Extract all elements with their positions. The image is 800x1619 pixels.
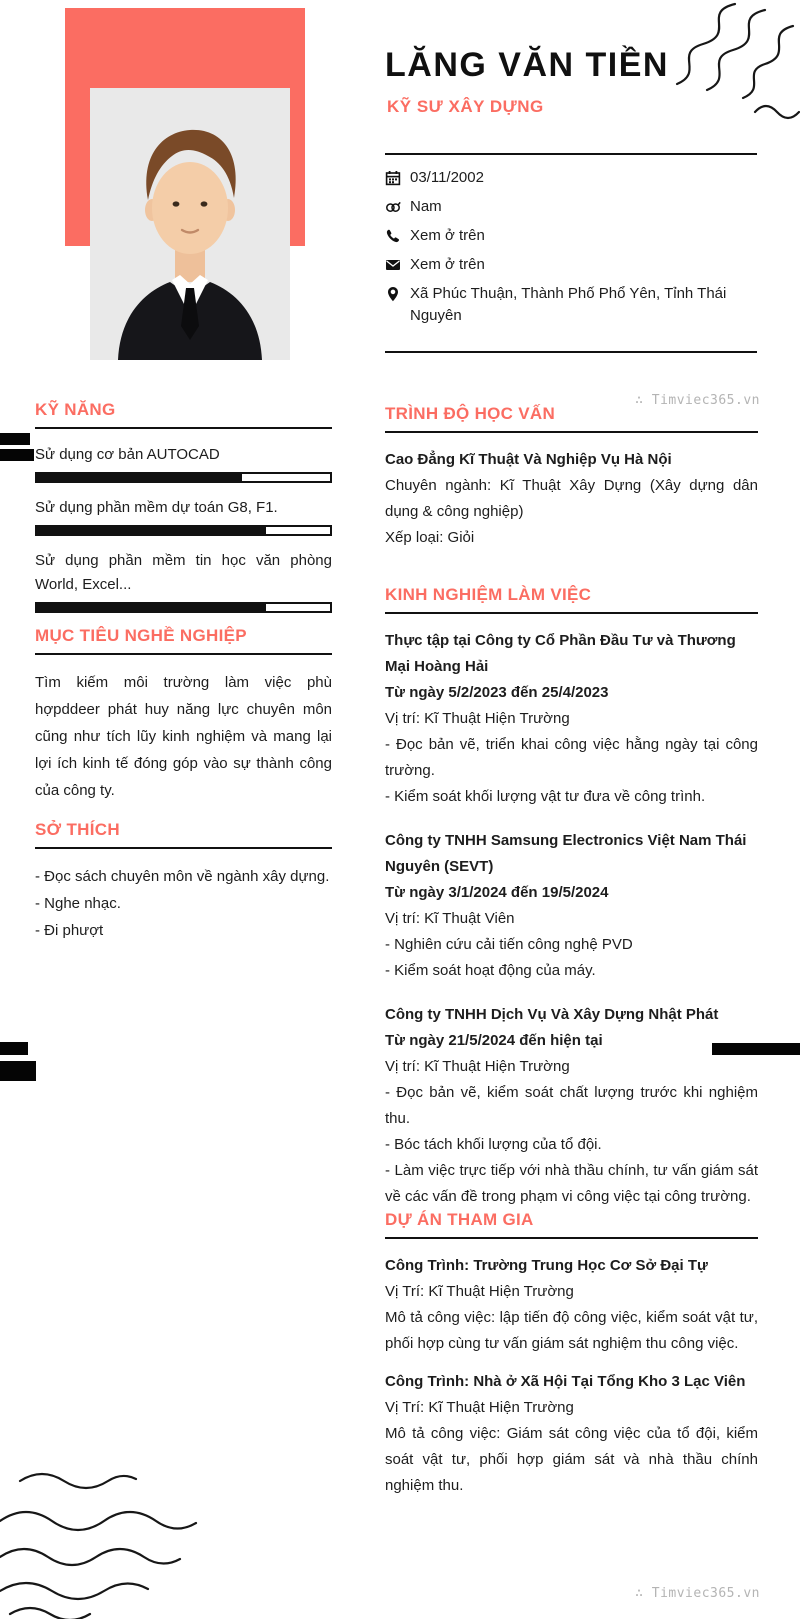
objective-text: Tìm kiếm môi trường làm việc phù hợpddeer phát huy năng lực chuyên môn cũng như tích lũy kinh nghiệm và mang lại lợi ích kinh tế đóng góp vào sự thành công của công ty. [35,674,332,799]
skill-label: Sử dụng cơ bản AUTOCAD [35,446,220,463]
experience-company: Công ty TNHH Samsung Electronics Việt Nam Thái Nguyên (SEVT) [385,832,747,875]
skill-item [35,549,332,613]
experience-period: Từ ngày 5/2/2023 đến 25/4/2023 [385,684,609,701]
project-position: Vị Trí: Kĩ Thuật Hiện Trường [385,1283,574,1300]
experience-duty: - Đọc bản vẽ, triển khai công việc hằng ngày tại công trường. [385,736,758,779]
experience-duty: - Kiểm soát hoạt động của máy. [385,962,596,979]
portrait-illustration [90,88,290,360]
project-entry [385,1253,758,1357]
watermark: ∴ Timviec365.vn [635,393,760,408]
divider [385,612,758,614]
skill-item [35,496,332,536]
experience-period: Từ ngày 21/5/2024 đến hiện tại [385,1032,603,1049]
project-title: Công Trình: Trường Trung Học Cơ Sở Đại Tự [385,1257,708,1274]
project-description: Mô tả công việc: Giám sát công việc của tổ đội, kiểm soát vật tư, phối hợp giám sát và nhà thầu chính nghiệm thu. [385,1425,758,1494]
education-school: Cao Đẳng Kĩ Thuật Và Nghiệp Vụ Hà Nội [385,451,672,468]
skill-label: Sử dụng phần mềm dự toán G8, F1. [35,499,278,516]
divider [385,431,758,433]
watermark: ∴ Timviec365.vn [635,1586,760,1601]
email-icon [385,257,401,273]
skill-bar-fill [37,604,266,611]
divider [385,153,757,155]
contact-value: Xã Phúc Thuận, Thành Phố Phổ Yên, Tỉnh Thái Nguyên [410,285,727,324]
contact-row-gender [385,196,757,218]
divider [35,653,332,655]
project-position: Vị Trí: Kĩ Thuật Hiện Trường [385,1399,574,1416]
experience-duty: - Kiểm soát khối lượng vật tư đưa về công trình. [385,788,706,805]
divider [35,847,332,849]
skill-bar [35,472,332,483]
experience-period: Từ ngày 3/1/2024 đến 19/5/2024 [385,884,609,901]
experience-duty: - Đọc bản vẽ, kiểm soát chất lượng trước khi nghiệm thu. [385,1084,758,1127]
calendar-icon [385,170,401,186]
right-column [385,404,758,1511]
experience-entry [385,628,758,810]
contact-row-address [385,283,757,327]
education-major: Chuyên ngành: Kĩ Thuật Xây Dựng (Xây dựng dân dụng & công nghiệp) [385,477,758,520]
experience-position: Vị trí: Kĩ Thuật Hiện Trường [385,1058,570,1075]
divider [385,351,757,353]
objective-heading: MỤC TIÊU NGHỀ NGHIỆP [35,626,247,645]
experience-position: Vị trí: Kĩ Thuật Hiện Trường [385,710,570,727]
contact-value: Nam [410,198,442,215]
decorative-squiggle-bottom-left [0,1469,250,1619]
experience-position: Vị trí: Kĩ Thuật Viên [385,910,515,927]
skill-label: Sử dụng phần mềm tin học văn phòng World, Excel... [35,552,332,593]
skill-bar-fill [37,527,266,534]
skill-bar [35,525,332,536]
phone-icon [385,228,401,244]
project-entry [385,1369,758,1499]
divider [385,1237,758,1239]
contact-value: Xem ở trên [410,227,485,244]
hobbies-heading: SỞ THÍCH [35,820,120,839]
location-icon [385,286,401,302]
hobby-item: - Đọc sách chuyên môn về ngành xây dựng. [35,868,330,885]
contact-row-email [385,254,757,276]
hobby-item: - Nghe nhạc. [35,895,121,912]
projects-heading: DỰ ÁN THAM GIA [385,1210,534,1229]
experience-heading: KINH NGHIỆM LÀM VIỆC [385,585,592,604]
contact-value: Xem ở trên [410,256,485,273]
contact-info [385,167,757,334]
skills-heading: KỸ NĂNG [35,400,116,419]
divider [35,427,332,429]
decorative-bar [0,433,30,445]
decorative-bar [0,449,34,461]
decorative-bar [0,1061,36,1081]
experience-entry [385,1002,758,1210]
project-title: Công Trình: Nhà ở Xã Hội Tại Tổng Kho 3 Lạc Viên [385,1373,746,1390]
contact-value: 03/11/2002 [410,169,484,186]
skill-item [35,443,332,483]
experience-duty: - Nghiên cứu cải tiến công nghệ PVD [385,936,633,953]
experience-duty: - Làm việc trực tiếp với nhà thầu chính, tư vấn giám sát về các vấn đề trong phạm vi công việc tại công trường. [385,1162,758,1205]
education-heading: TRÌNH ĐỘ HỌC VẤN [385,404,556,423]
profile-photo [90,88,290,360]
education-entry [385,447,758,551]
experience-entry [385,828,758,984]
candidate-name: LĂNG VĂN TIỀN [385,46,669,84]
left-column [35,400,332,944]
contact-row-birthdate [385,167,757,189]
candidate-job-title: KỸ SƯ XÂY DỰNG [387,97,544,116]
skill-bar [35,602,332,613]
education-grade: Xếp loại: Giỏi [385,529,475,546]
skill-bar-fill [37,474,242,481]
experience-duty: - Bóc tách khối lượng của tổ đội. [385,1136,602,1153]
contact-row-phone [385,225,757,247]
project-description: Mô tả công việc: lập tiến độ công việc, kiểm soát vật tư, phối hợp cùng tư vấn giám sát nghiệm thu công việc. [385,1309,758,1352]
experience-company: Công ty TNHH Dịch Vụ Và Xây Dựng Nhật Phát [385,1006,719,1023]
experience-company: Thực tập tại Công ty Cổ Phần Đầu Tư và Thương Mại Hoàng Hải [385,632,736,675]
decorative-bar [0,1042,28,1055]
gender-icon [385,199,401,215]
hobby-item: - Đi phượt [35,922,104,939]
